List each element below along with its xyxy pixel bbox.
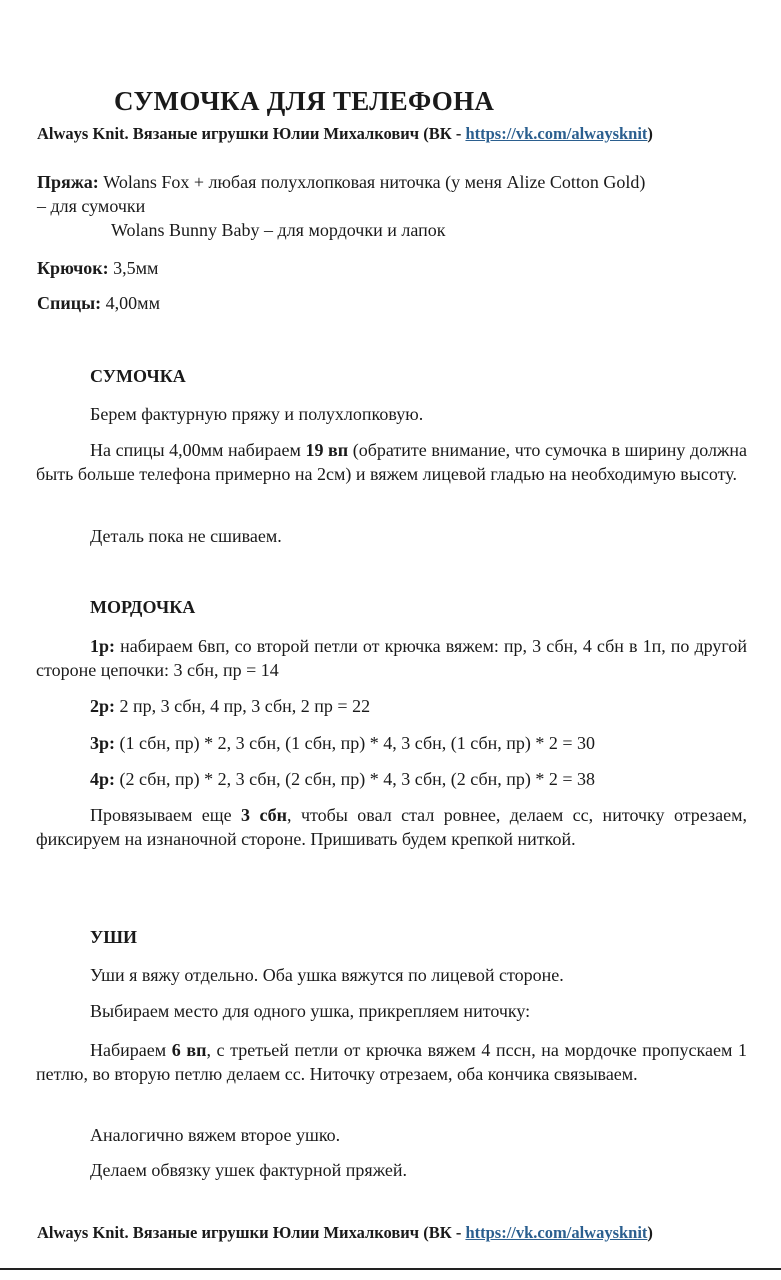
- face-finish-bold: 3 сбн: [241, 805, 288, 825]
- section-heading-ears: УШИ: [90, 927, 137, 947]
- face-finish-text-a: Провязываем еще: [90, 805, 242, 825]
- face-finish-text-c: , чтобы овал стал ровнее, делаем сс, ниточку отрезаем, фиксируем на изнаночной стороне. Пришивать будем крепкой ниткой.: [36, 805, 747, 849]
- face-row-1: [36, 634, 747, 682]
- hook-line: [37, 256, 158, 280]
- row-3-text: (1 сбн, пр) * 2, 3 сбн, (1 сбн, пр) * 4, 3 сбн, (1 сбн, пр) * 2 = 30: [115, 733, 596, 753]
- yarn-line-3: Wolans Bunny Baby – для мордочки и лапок: [111, 220, 446, 240]
- needles-line: [37, 291, 160, 315]
- face-row-4: [90, 767, 595, 791]
- row-1-text: набираем 6вп, со второй петли от крючка вяжем: пр, 3 сбн, 4 сбн в 1п, по другой стороне цепочки: 3 сбн, пр = 14: [36, 636, 747, 680]
- row-4-text: (2 сбн, пр) * 2, 3 сбн, (2 сбн, пр) * 4, 3 сбн, (2 сбн, пр) * 2 = 38: [115, 769, 596, 789]
- face-paragraph-finish: [36, 803, 747, 851]
- row-2-text: 2 пр, 3 сбн, 4 пр, 3 сбн, 2 пр = 22: [115, 696, 371, 716]
- row-1-label: 1р:: [90, 636, 116, 656]
- page-title-text: СУМОЧКА ДЛЯ ТЕЛЕФОНА: [114, 86, 495, 116]
- hook-value: 3,5мм: [108, 258, 159, 278]
- section-heading-face: МОРДОЧКА: [90, 597, 196, 617]
- yarn-value: Wolans Fox + любая полухлопковая ниточка (у меня Alize Cotton Gold): [98, 172, 646, 192]
- bottom-divider: [0, 1268, 781, 1270]
- footer-credit: [37, 1223, 653, 1243]
- needles-label: Спицы:: [37, 293, 102, 313]
- bag-p2-bold: 19 вп: [305, 440, 349, 460]
- bag-paragraph-3: Деталь пока не сшиваем.: [90, 526, 282, 546]
- ears-p3-text-a: Набираем: [90, 1040, 172, 1060]
- bag-p2-text-c: (обратите внимание, что сумочка в ширину должна быть больше телефона примерно на 2см) и вяжем лицевой гладью на необходимую высоту.: [36, 440, 747, 484]
- yarn-line-2: – для сумочки: [37, 196, 146, 216]
- credit-line: [37, 124, 653, 144]
- ears-paragraph-5: Делаем обвязку ушек фактурной пряжей.: [90, 1160, 408, 1180]
- credit-link[interactable]: https://vk.com/alwaysknit: [465, 124, 648, 143]
- hook-label: Крючок:: [37, 258, 109, 278]
- row-3-label: 3р:: [90, 733, 116, 753]
- yarn-line-1: [37, 170, 645, 194]
- row-2-label: 2р:: [90, 696, 116, 716]
- section-heading-bag: СУМОЧКА: [90, 366, 186, 386]
- bag-paragraph-1: Берем фактурную пряжу и полухлопковую.: [90, 404, 424, 424]
- credit-text: Always Knit. Вязаные игрушки Юлии Михалкович (ВК -: [37, 124, 466, 143]
- yarn-label: Пряжа:: [37, 172, 99, 192]
- needles-value: 4,00мм: [101, 293, 160, 313]
- credit-close: ): [647, 124, 653, 143]
- footer-close: ): [647, 1223, 653, 1242]
- footer-link[interactable]: https://vk.com/alwaysknit: [465, 1223, 648, 1242]
- bag-p2-text-a: На спицы 4,00мм набираем: [90, 440, 306, 460]
- bag-paragraph-2: [36, 438, 747, 486]
- ears-p3-bold: 6 вп: [171, 1040, 207, 1060]
- ears-paragraph-2: Выбираем место для одного ушка, прикрепляем ниточку:: [90, 1001, 531, 1021]
- face-row-3: [90, 731, 595, 755]
- ears-paragraph-4: Аналогично вяжем второе ушко.: [90, 1125, 341, 1145]
- ears-p3-text-c: , с третьей петли от крючка вяжем 4 пссн, на мордочке пропускаем 1 петлю, во вторую петлю делаем сс. Ниточку отрезаем, оба кончика связываем.: [36, 1040, 747, 1084]
- footer-text: Always Knit. Вязаные игрушки Юлии Михалкович (ВК -: [37, 1223, 466, 1242]
- face-row-2: [90, 694, 370, 718]
- row-4-label: 4р:: [90, 769, 116, 789]
- ears-paragraph-3: [36, 1038, 747, 1086]
- ears-paragraph-1: Уши я вяжу отдельно. Оба ушка вяжутся по лицевой стороне.: [90, 965, 564, 985]
